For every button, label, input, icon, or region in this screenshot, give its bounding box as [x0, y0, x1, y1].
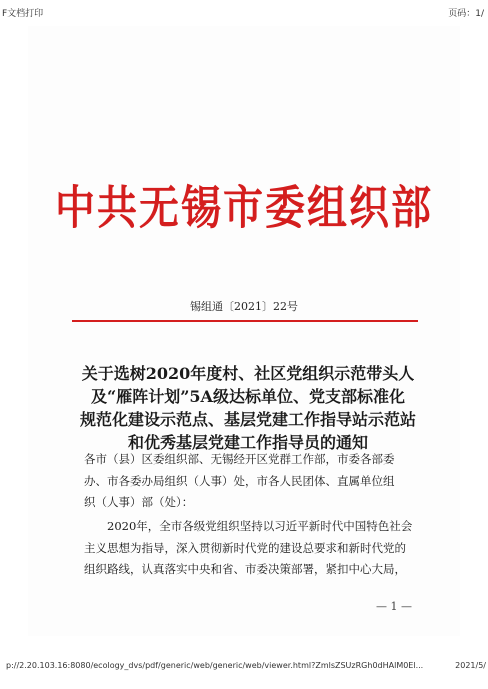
document-issuer: 中共无锡市委组织部: [55, 180, 433, 235]
addressee-line: 织（人事）部（处）：: [84, 495, 194, 509]
addressee-line: 各市（县）区委组织部、无锡经开区党群工作部，市委各部委: [84, 452, 395, 466]
print-header-page-number: 页码：1/: [448, 9, 484, 19]
print-header-title: F文档打印: [2, 9, 44, 19]
addressee-line: 办、市各委办局组织（人事）处，市各人民团体、直属单位组: [84, 473, 395, 488]
red-divider-line: [72, 320, 418, 322]
document-number: 锡组通〔2021〕22号: [190, 300, 298, 313]
page-number-mark: — 1 —: [376, 600, 412, 613]
addressee-paragraph: [84, 449, 430, 514]
body-paragraph: [84, 516, 430, 581]
body-line: 组织路线，认真落实中央和省、市委决策部署，紧扣中心大局，: [84, 562, 406, 576]
print-footer-date: 2021/5/: [455, 661, 486, 670]
print-footer-url: p://2.20.103.16:8080/ecology_dvs/pdf/generic/web/generic/web/viewer.html?ZmlsZSUzRGh0dHAlM0El...: [6, 661, 424, 670]
body-line: 主义思想为指导，深入贯彻新时代党的建设总要求和新时代党的: [84, 540, 406, 555]
title-line: 规范化建设示范点、基层党建工作指导站示范站: [79, 410, 416, 429]
body-line: 2020年，全市各级党组织坚持以习近平新时代中国特色社会: [107, 519, 413, 533]
title-line: 及“雁阵计划”5A级达标单位、党支部标准化: [91, 387, 405, 406]
title-line: 关于选树2020年度村、社区党组织示范带头人: [81, 364, 415, 383]
title-line: 和优秀基层党建工作指导员的通知: [127, 433, 368, 452]
document-title: [68, 362, 428, 454]
